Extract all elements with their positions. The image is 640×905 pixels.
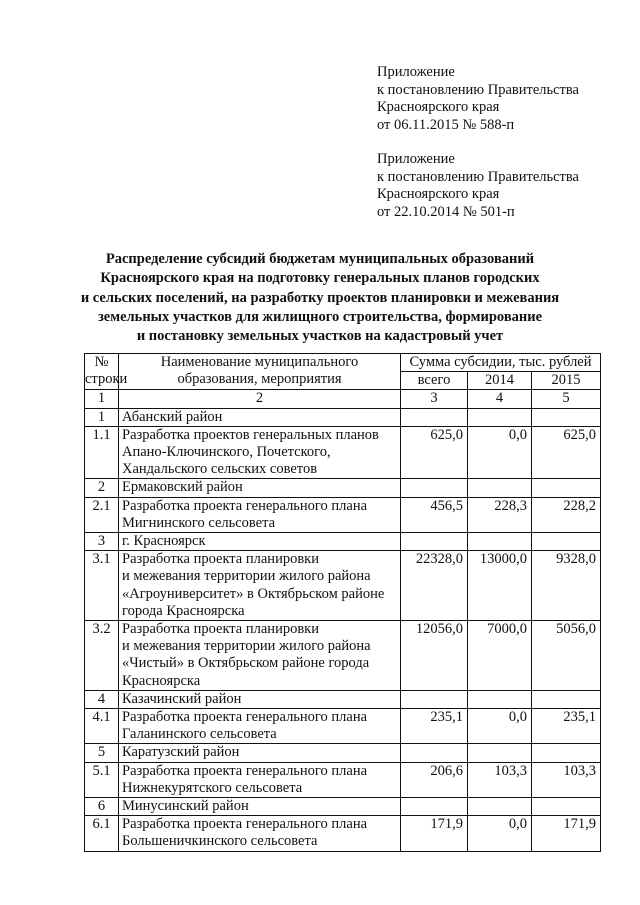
activity-name (119, 551, 401, 621)
appendix-line: от 22.10.2014 № 501-п (377, 203, 515, 220)
amount-total (401, 408, 468, 426)
amount-y2014: 103,3 (468, 762, 532, 797)
activity-row (85, 762, 601, 797)
amount-y2015 (532, 798, 601, 816)
amount-total (401, 479, 468, 497)
district-name: Ермаковский район (119, 479, 401, 497)
district-row (85, 798, 601, 816)
amount-y2014: 13000,0 (468, 551, 532, 621)
amount-total (401, 690, 468, 708)
header-row-number (85, 354, 128, 390)
activity-name (119, 709, 401, 744)
activity-name-line: «Агроуниверситет» в Октябрьском районе (122, 585, 385, 602)
amount-y2014 (468, 479, 532, 497)
title-line: и постановку земельных участков на кадастровый учет (136, 328, 504, 345)
header-name (119, 354, 401, 390)
activity-name-line: Нижнекурятского сельсовета (122, 779, 303, 796)
title-line: и сельских поселений, на разработку проектов планировки и межевания (80, 289, 560, 306)
table-header-row (85, 354, 601, 372)
amount-total (401, 798, 468, 816)
activity-name-line: Разработка проекта генерального плана (122, 709, 368, 726)
appendix-line: к постановлению Правительства (377, 81, 579, 98)
amount-y2014 (468, 408, 532, 426)
activity-name-line: Разработка проекта планировки (122, 621, 319, 638)
amount-y2014: 0,0 (468, 709, 532, 744)
document-title (40, 250, 600, 346)
activity-row (85, 709, 601, 744)
header-text: № (94, 354, 109, 370)
activity-name-line: Мигнинского сельсовета (122, 514, 276, 531)
district-name: Минусинский район (119, 798, 401, 816)
row-number: 4 (85, 690, 119, 708)
amount-y2014 (468, 744, 532, 762)
activity-name-line: Разработка проекта планировки (122, 551, 319, 568)
amount-y2015 (532, 533, 601, 551)
activity-name (119, 762, 401, 797)
row-number: 1.1 (85, 426, 119, 479)
activity-row (85, 551, 601, 621)
amount-y2015: 9328,0 (532, 551, 601, 621)
activity-name (119, 816, 401, 851)
activity-name (119, 426, 401, 479)
amount-total: 456,5 (401, 497, 468, 532)
activity-name (119, 497, 401, 532)
subsidy-table (84, 353, 601, 852)
row-number: 1 (85, 408, 119, 426)
column-index: 5 (532, 390, 601, 408)
amount-y2014: 7000,0 (468, 621, 532, 691)
row-number: 3 (85, 533, 119, 551)
amount-y2014 (468, 533, 532, 551)
district-name: Казачинский район (119, 690, 401, 708)
appendix-current-decree (377, 64, 579, 134)
appendix-line: Красноярского края (377, 99, 500, 115)
amount-y2015: 235,1 (532, 709, 601, 744)
appendix-line: Красноярского края (377, 186, 500, 202)
row-number: 3.2 (85, 621, 119, 691)
amount-y2014: 228,3 (468, 497, 532, 532)
amount-y2014: 0,0 (468, 816, 532, 851)
activity-name-line: и межевания территории жилого района (122, 638, 371, 655)
header-text: Наименование муниципального (160, 354, 359, 370)
activity-name-line: Хандальского сельских советов (122, 461, 318, 478)
row-number: 2 (85, 479, 119, 497)
header-year-2014: 2014 (468, 372, 532, 390)
amount-total: 625,0 (401, 426, 468, 479)
activity-row (85, 497, 601, 532)
amount-y2015: 228,2 (532, 497, 601, 532)
appendix-line: Приложение (377, 64, 455, 80)
activity-name-line: Апано-Ключинского, Почетского, (122, 444, 331, 461)
row-number: 3.1 (85, 551, 119, 621)
district-name: Абанский район (119, 408, 401, 426)
amount-y2015 (532, 479, 601, 497)
activity-name-line: города Красноярска (122, 602, 245, 619)
activity-name-line: Разработка проектов генеральных планов (122, 426, 379, 443)
activity-row (85, 426, 601, 479)
amount-y2015 (532, 744, 601, 762)
header-text: образования, мероприятия (177, 371, 342, 388)
amount-total: 12056,0 (401, 621, 468, 691)
amount-y2015: 625,0 (532, 426, 601, 479)
column-index-row (85, 390, 601, 408)
row-number: 5.1 (85, 762, 119, 797)
activity-name-line: Разработка проекта генерального плана (122, 497, 368, 514)
activity-name-line: Галанинского сельсовета (122, 726, 277, 743)
activity-name-line: Красноярска (122, 672, 201, 689)
row-number: 4.1 (85, 709, 119, 744)
amount-total: 206,6 (401, 762, 468, 797)
column-index: 4 (468, 390, 532, 408)
amount-total (401, 744, 468, 762)
activity-name-line: Разработка проекта генерального плана (122, 762, 368, 779)
column-index: 3 (401, 390, 468, 408)
header-year-2015: 2015 (532, 372, 601, 390)
row-number: 6.1 (85, 816, 119, 851)
amount-total: 235,1 (401, 709, 468, 744)
table-body (85, 408, 601, 851)
activity-row (85, 621, 601, 691)
header-text: строки (85, 371, 128, 388)
title-line: Красноярского края на подготовку генеральных планов городских (100, 270, 540, 287)
amount-y2014 (468, 690, 532, 708)
activity-name-line: Разработка проекта генерального плана (122, 816, 368, 833)
district-name: г. Красноярск (119, 533, 401, 551)
appendix-previous-decree (377, 151, 579, 221)
column-index: 1 (85, 390, 119, 408)
row-number: 5 (85, 744, 119, 762)
header-total: всего (401, 372, 468, 390)
activity-name-line: и межевания территории жилого района (122, 568, 371, 585)
amount-y2014 (468, 798, 532, 816)
district-row (85, 690, 601, 708)
district-row (85, 533, 601, 551)
appendix-line: Приложение (377, 151, 455, 167)
amount-y2015: 5056,0 (532, 621, 601, 691)
amount-y2015 (532, 690, 601, 708)
amount-total: 171,9 (401, 816, 468, 851)
amount-y2014: 0,0 (468, 426, 532, 479)
amount-y2015: 103,3 (532, 762, 601, 797)
header-sum-group: Сумма субсидии, тыс. рублей (401, 354, 601, 372)
title-line: Распределение субсидий бюджетам муниципальных образований (105, 251, 535, 267)
appendix-line: от 06.11.2015 № 588-п (377, 116, 515, 133)
district-name: Каратузский район (119, 744, 401, 762)
district-row (85, 479, 601, 497)
row-number: 2.1 (85, 497, 119, 532)
row-number: 6 (85, 798, 119, 816)
activity-name-line: Большеничкинского сельсовета (122, 833, 318, 850)
district-row (85, 408, 601, 426)
activity-row (85, 816, 601, 851)
amount-total (401, 533, 468, 551)
appendix-line: к постановлению Правительства (377, 168, 579, 185)
amount-y2015 (532, 408, 601, 426)
district-row (85, 744, 601, 762)
column-index: 2 (119, 390, 401, 408)
amount-total: 22328,0 (401, 551, 468, 621)
title-line: земельных участков для жилищного строительства, формирование (97, 308, 543, 325)
activity-name (119, 621, 401, 691)
amount-y2015: 171,9 (532, 816, 601, 851)
activity-name-line: «Чистый» в Октябрьском районе города (122, 655, 370, 672)
